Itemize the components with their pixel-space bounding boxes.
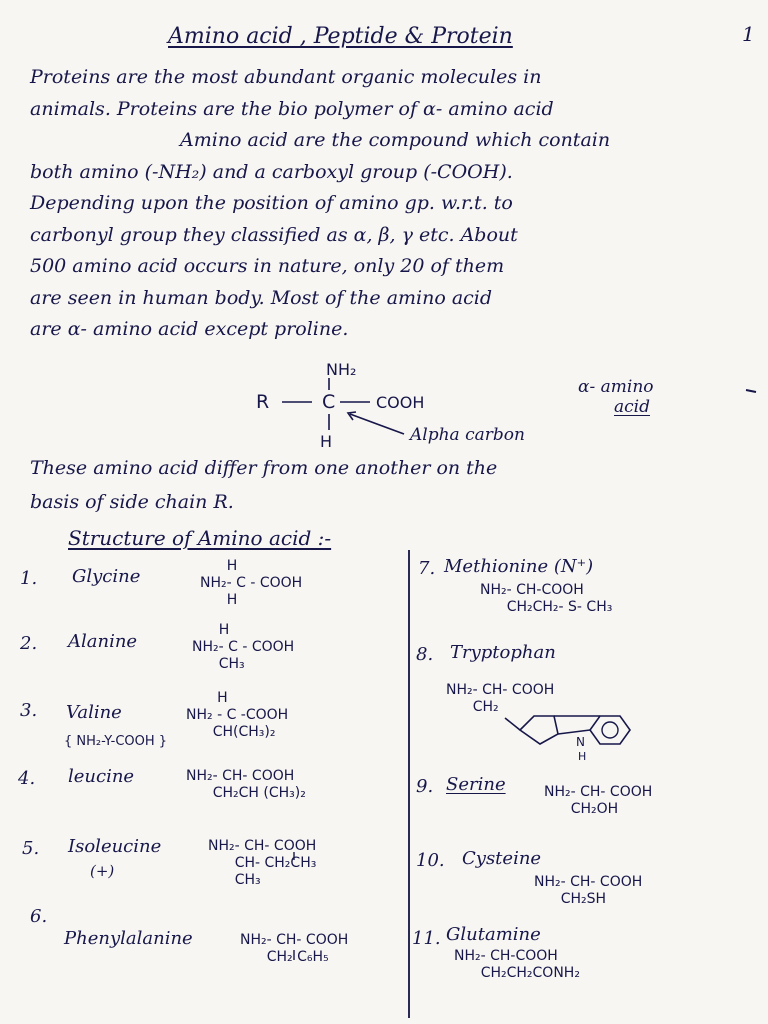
- aa-name-tryptophan: Tryptophan: [450, 642, 556, 663]
- aa-number: 8.: [416, 644, 434, 665]
- alpha-carbon-label: Alpha carbon: [410, 425, 525, 445]
- side-chain-note-1: These amino acid differ from one another on the: [30, 457, 498, 479]
- aa-name-valine: Valine: [66, 702, 122, 723]
- aa-number: 7.: [418, 558, 436, 579]
- aa-name-glycine: Glycine: [72, 566, 141, 587]
- aa-number: 6.: [30, 906, 48, 927]
- aa-name-isoleucine: Isoleucine: [68, 836, 162, 857]
- intro-line: carbonyl group they classified as α, β, γ etc. About: [30, 223, 518, 246]
- alpha-amino-label: α- amino: [578, 377, 654, 397]
- side-chain-note-2: basis of side chain R.: [30, 491, 234, 513]
- alpha-amino-label-2: acid: [614, 397, 650, 417]
- aa-number: 3.: [20, 700, 38, 721]
- section-heading: Structure of Amino acid :-: [68, 526, 332, 550]
- intro-line: Proteins are the most abundant organic molecules in: [30, 66, 542, 88]
- aa-name-serine: Serine: [446, 774, 506, 795]
- structure-h: H: [320, 432, 333, 451]
- ring-n: N: [576, 735, 585, 749]
- aa-formula-isoleucine: NH₂- CH- COOH CH- CH₂CH₃ CH₃: [208, 838, 317, 888]
- intro-line: Depending upon the position of amino gp. w.r.t. to: [30, 192, 513, 214]
- intro-line: are α- amino acid except proline.: [30, 318, 349, 340]
- aa-number: 1.: [20, 568, 38, 589]
- intro-line: both amino (-NH₂) and a carboxyl group (-COOH).: [30, 160, 513, 183]
- intro-line: 500 amino acid occurs in nature, only 20 of them: [30, 255, 505, 277]
- aa-name-methionine: Methionine (N⁺): [444, 556, 594, 577]
- aa-formula-alanine: H NH₂- C - COOH CH₃: [192, 622, 295, 672]
- intro-line: animals. Proteins are the bio polymer of α- amino acid: [30, 97, 554, 120]
- aa-formula-serine: NH₂- CH- COOH CH₂OH: [544, 784, 653, 817]
- intro-line: are seen in human body. Most of the amino acid: [30, 286, 493, 309]
- aa-formula-leucine: NH₂- CH- COOH CH₂CH (CH₃)₂: [186, 768, 306, 801]
- aa-number: 4.: [18, 768, 36, 789]
- aa-formula-methionine: NH₂- CH-COOH CH₂CH₂- S- CH₃: [480, 582, 613, 615]
- aa-sketch-valine: { NH₂-Y-COOH }: [64, 734, 168, 749]
- page-number: 1: [742, 22, 755, 46]
- aa-formula-cysteine: NH₂- CH- COOH CH₂SH: [534, 874, 643, 907]
- aa-name-phenylalanine: Phenylalanine: [64, 928, 193, 949]
- structure-nh2: NH₂: [326, 360, 357, 379]
- aa-isoleucine-sign: (+): [90, 862, 115, 880]
- tryptophan-indole-ring: [505, 716, 630, 763]
- intro-line: Amino acid are the compound which contain: [180, 129, 611, 151]
- aa-number: 9.: [416, 776, 434, 797]
- aa-number: 2.: [20, 633, 38, 654]
- page-title: Amino acid , Peptide & Protein: [168, 24, 513, 49]
- aa-formula-tryptophan: NH₂- CH- COOH CH₂: [446, 682, 555, 715]
- aa-number: 11.: [412, 928, 441, 949]
- alpha-carbon-arrow: [350, 414, 404, 434]
- aa-name-cysteine: Cysteine: [462, 848, 542, 869]
- aa-name-leucine: leucine: [68, 766, 135, 787]
- aa-formula-glycine: H NH₂- C - COOH H: [200, 558, 303, 608]
- aa-formula-glutamine: NH₂- CH-COOH CH₂CH₂CONH₂: [454, 948, 580, 981]
- aa-formula-valine: H NH₂ - C -COOH CH(CH₃)₂: [186, 690, 289, 740]
- aa-number: 5.: [22, 838, 40, 859]
- margin-mark: [746, 390, 756, 392]
- aa-formula-phenylalanine: NH₂- CH- COOH CH₂ C₆H₅: [240, 932, 349, 965]
- aa-number: 10.: [416, 850, 445, 871]
- structure-r: R: [256, 391, 270, 413]
- aa-name-glutamine: Glutamine: [446, 924, 541, 945]
- structure-alpha-c: C: [322, 391, 336, 413]
- ring-h: H: [578, 750, 587, 763]
- structure-cooh: COOH: [376, 393, 425, 412]
- aa-name-alanine: Alanine: [68, 631, 138, 652]
